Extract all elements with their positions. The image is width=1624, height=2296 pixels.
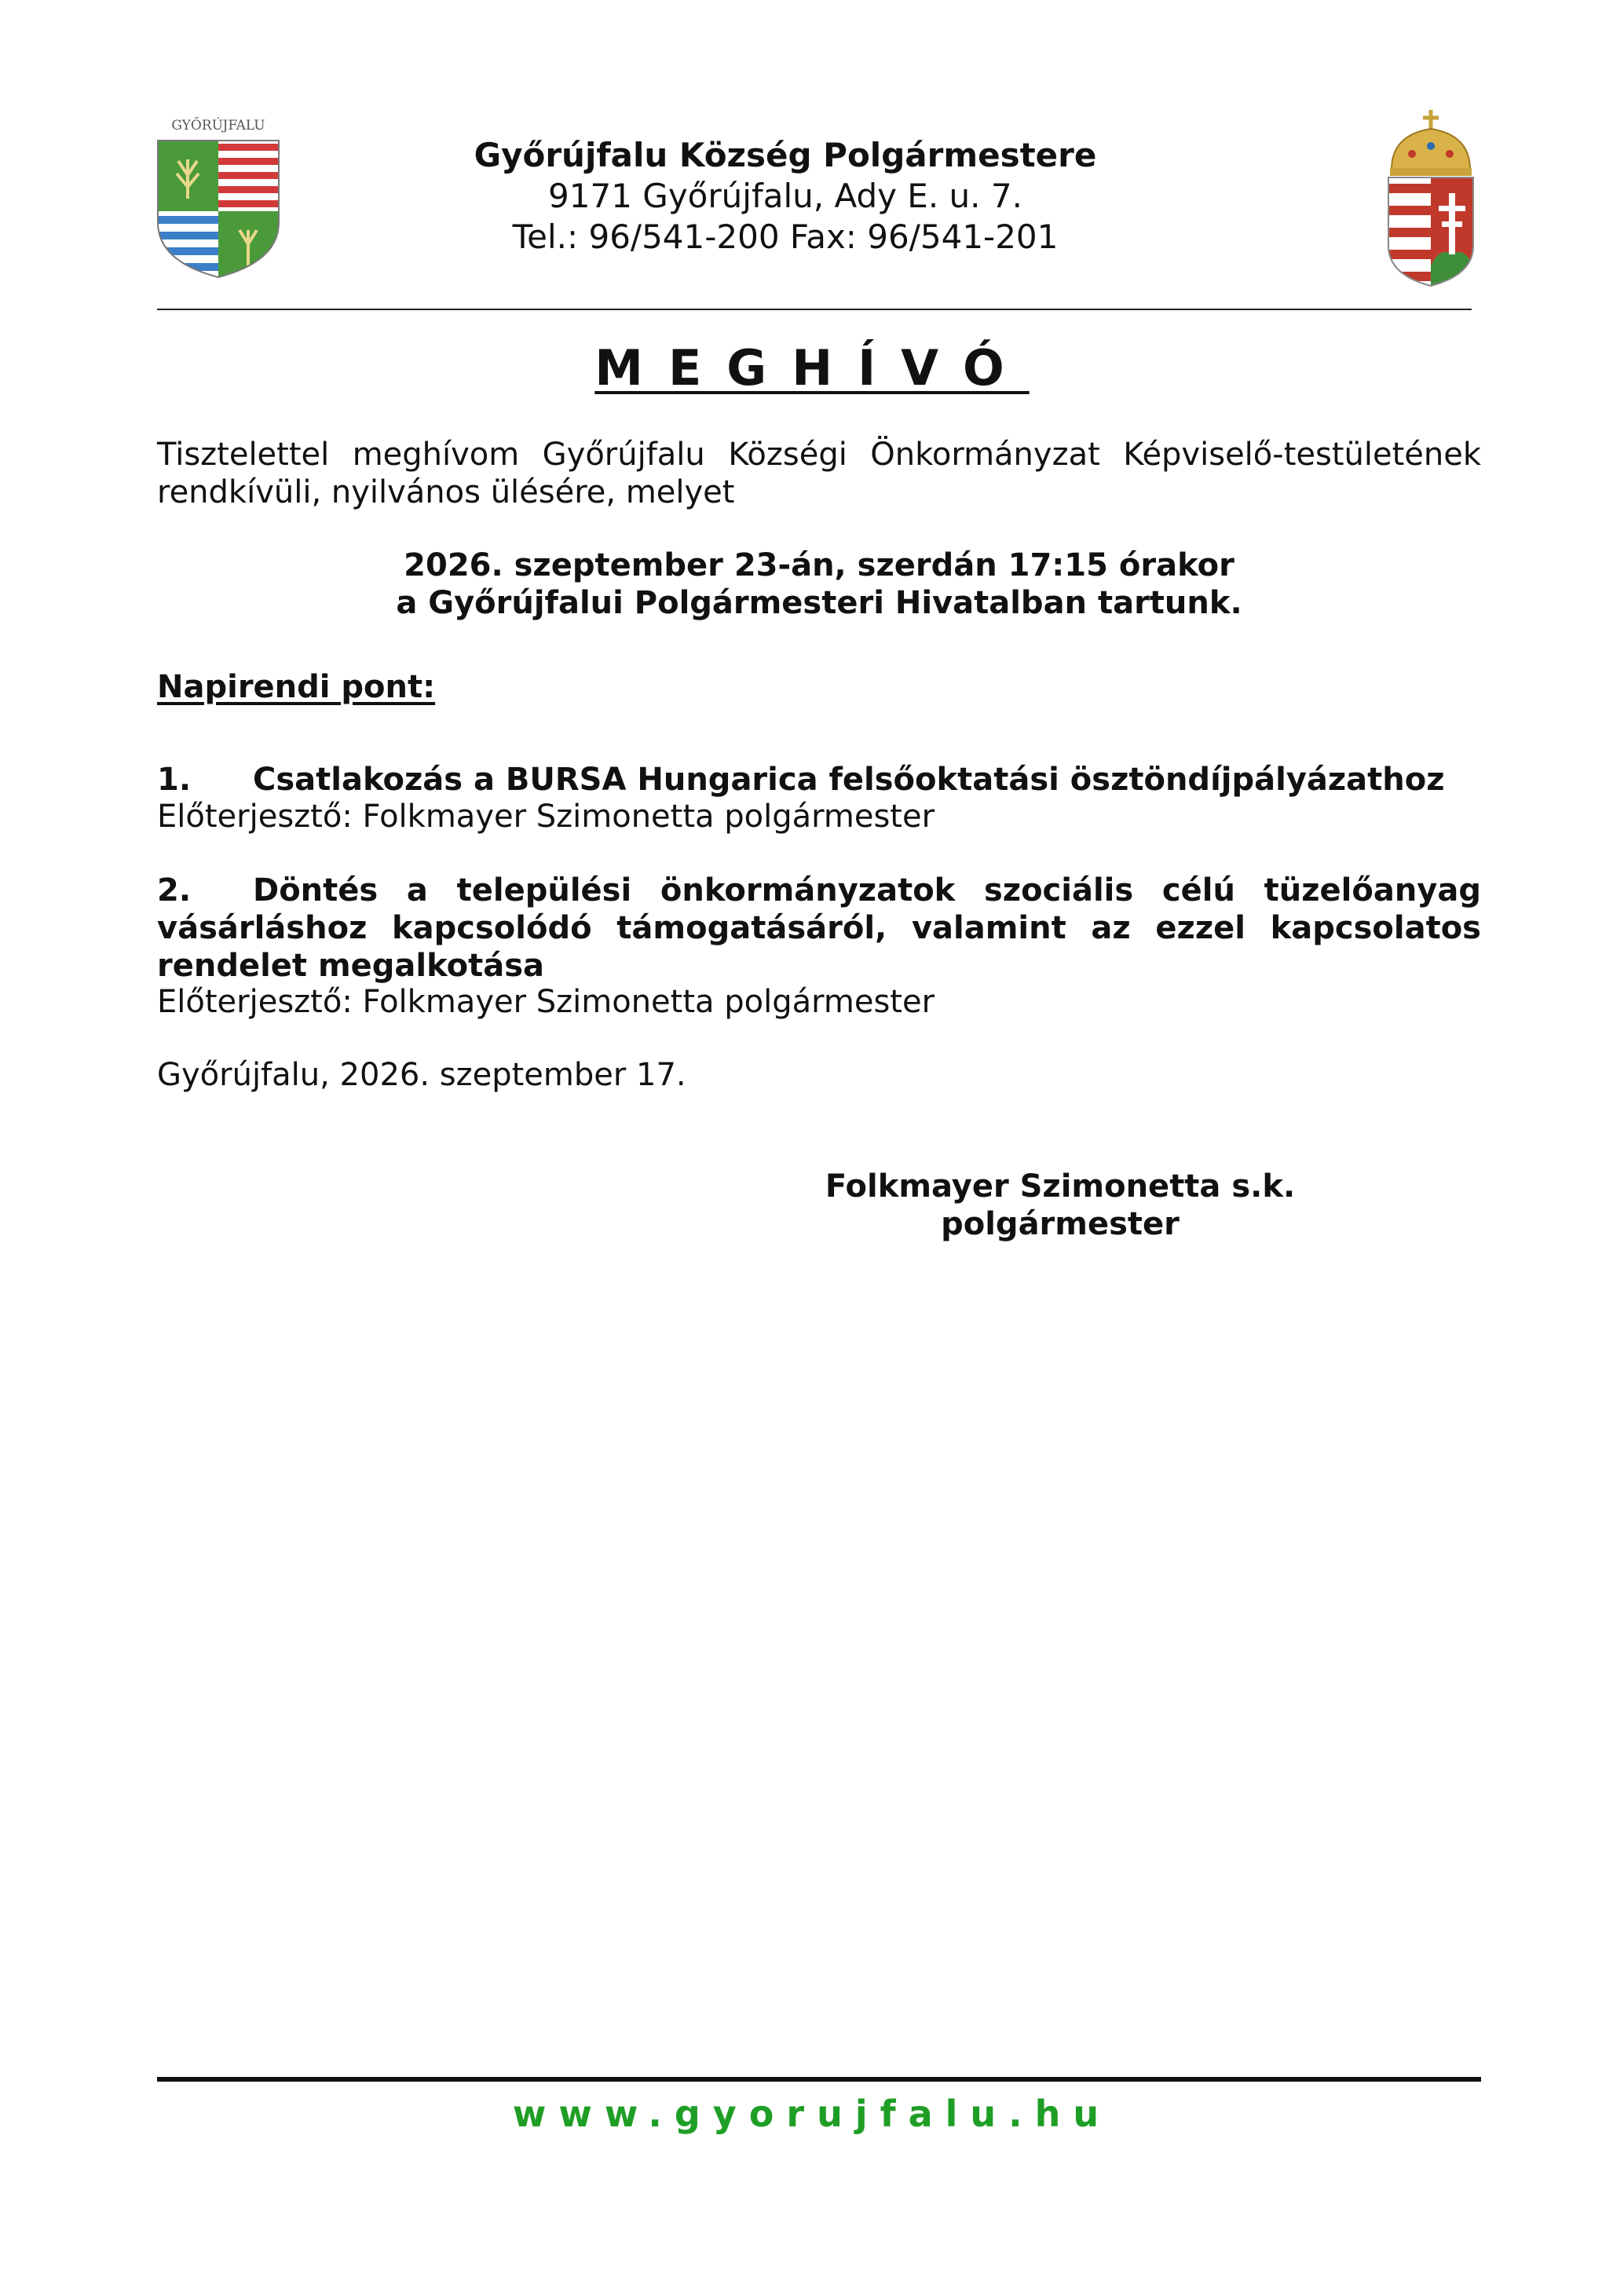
letterhead-address: 9171 Győrújfalu, Ady E. u. 7. [548,177,1022,215]
agenda-item-title: Döntés a települési önkormányzatok szociális célú tüzelőanyag vásárláshoz kapcsolódó támogatásáról, valamint az ezzel kapcsolatos rendelet megalkotása [157,872,1481,984]
meeting-location: a Győrújfalui Polgármesteri Hivatalban tartunk. [396,585,1242,621]
document-title-text: MEGHÍVÓ [594,339,1030,397]
signatory-name: Folkmayer Szimonetta s.k. [825,1168,1296,1205]
letterhead-title: Győrújfalu Község Polgármestere [474,136,1097,174]
footer-divider [157,2077,1481,2082]
agenda-item-2 [157,872,1481,985]
agenda-item-title: Csatlakozás a BURSA Hungarica felsőoktatási ösztöndíjpályázathoz [253,762,1445,798]
header-divider [157,309,1472,310]
place-and-date: Győrújfalu, 2026. szeptember 17. [157,1057,686,1093]
letterhead [298,135,1272,258]
logo-caption: GYŐRÚJFALU [171,118,265,133]
agenda-item-number: 2. [157,872,192,909]
document-title [0,339,1624,397]
invitation-intro: Tisztelettel meghívom Győrújfalu Községi Önkormányzat Képviselő-testületének rendkívüli, nyilvános ülésére, melyet [157,437,1481,510]
agenda-item-1 [157,761,1481,799]
agenda-item-2-presenter: Előterjesztő: Folkmayer Szimonetta polgármester [157,984,935,1020]
meeting-datetime: 2026. szeptember 23-án, szerdán 17:15 órakor [404,547,1234,583]
gyorujfalu-coat-of-arms-icon [153,112,283,279]
agenda-item-1-presenter: Előterjesztő: Folkmayer Szimonetta polgármester [157,799,935,835]
agenda-heading: Napirendi pont: [157,669,436,705]
letterhead-phone-fax: Tel.: 96/541-200 Fax: 96/541-201 [512,218,1059,256]
signature-block [785,1168,1335,1243]
signatory-role: polgármester [941,1206,1180,1242]
meeting-details [157,547,1481,622]
agenda-item-number: 1. [157,762,192,798]
website-link[interactable]: www.gyorujfalu.hu [512,2093,1112,2135]
hungarian-coat-of-arms-icon [1381,108,1481,287]
